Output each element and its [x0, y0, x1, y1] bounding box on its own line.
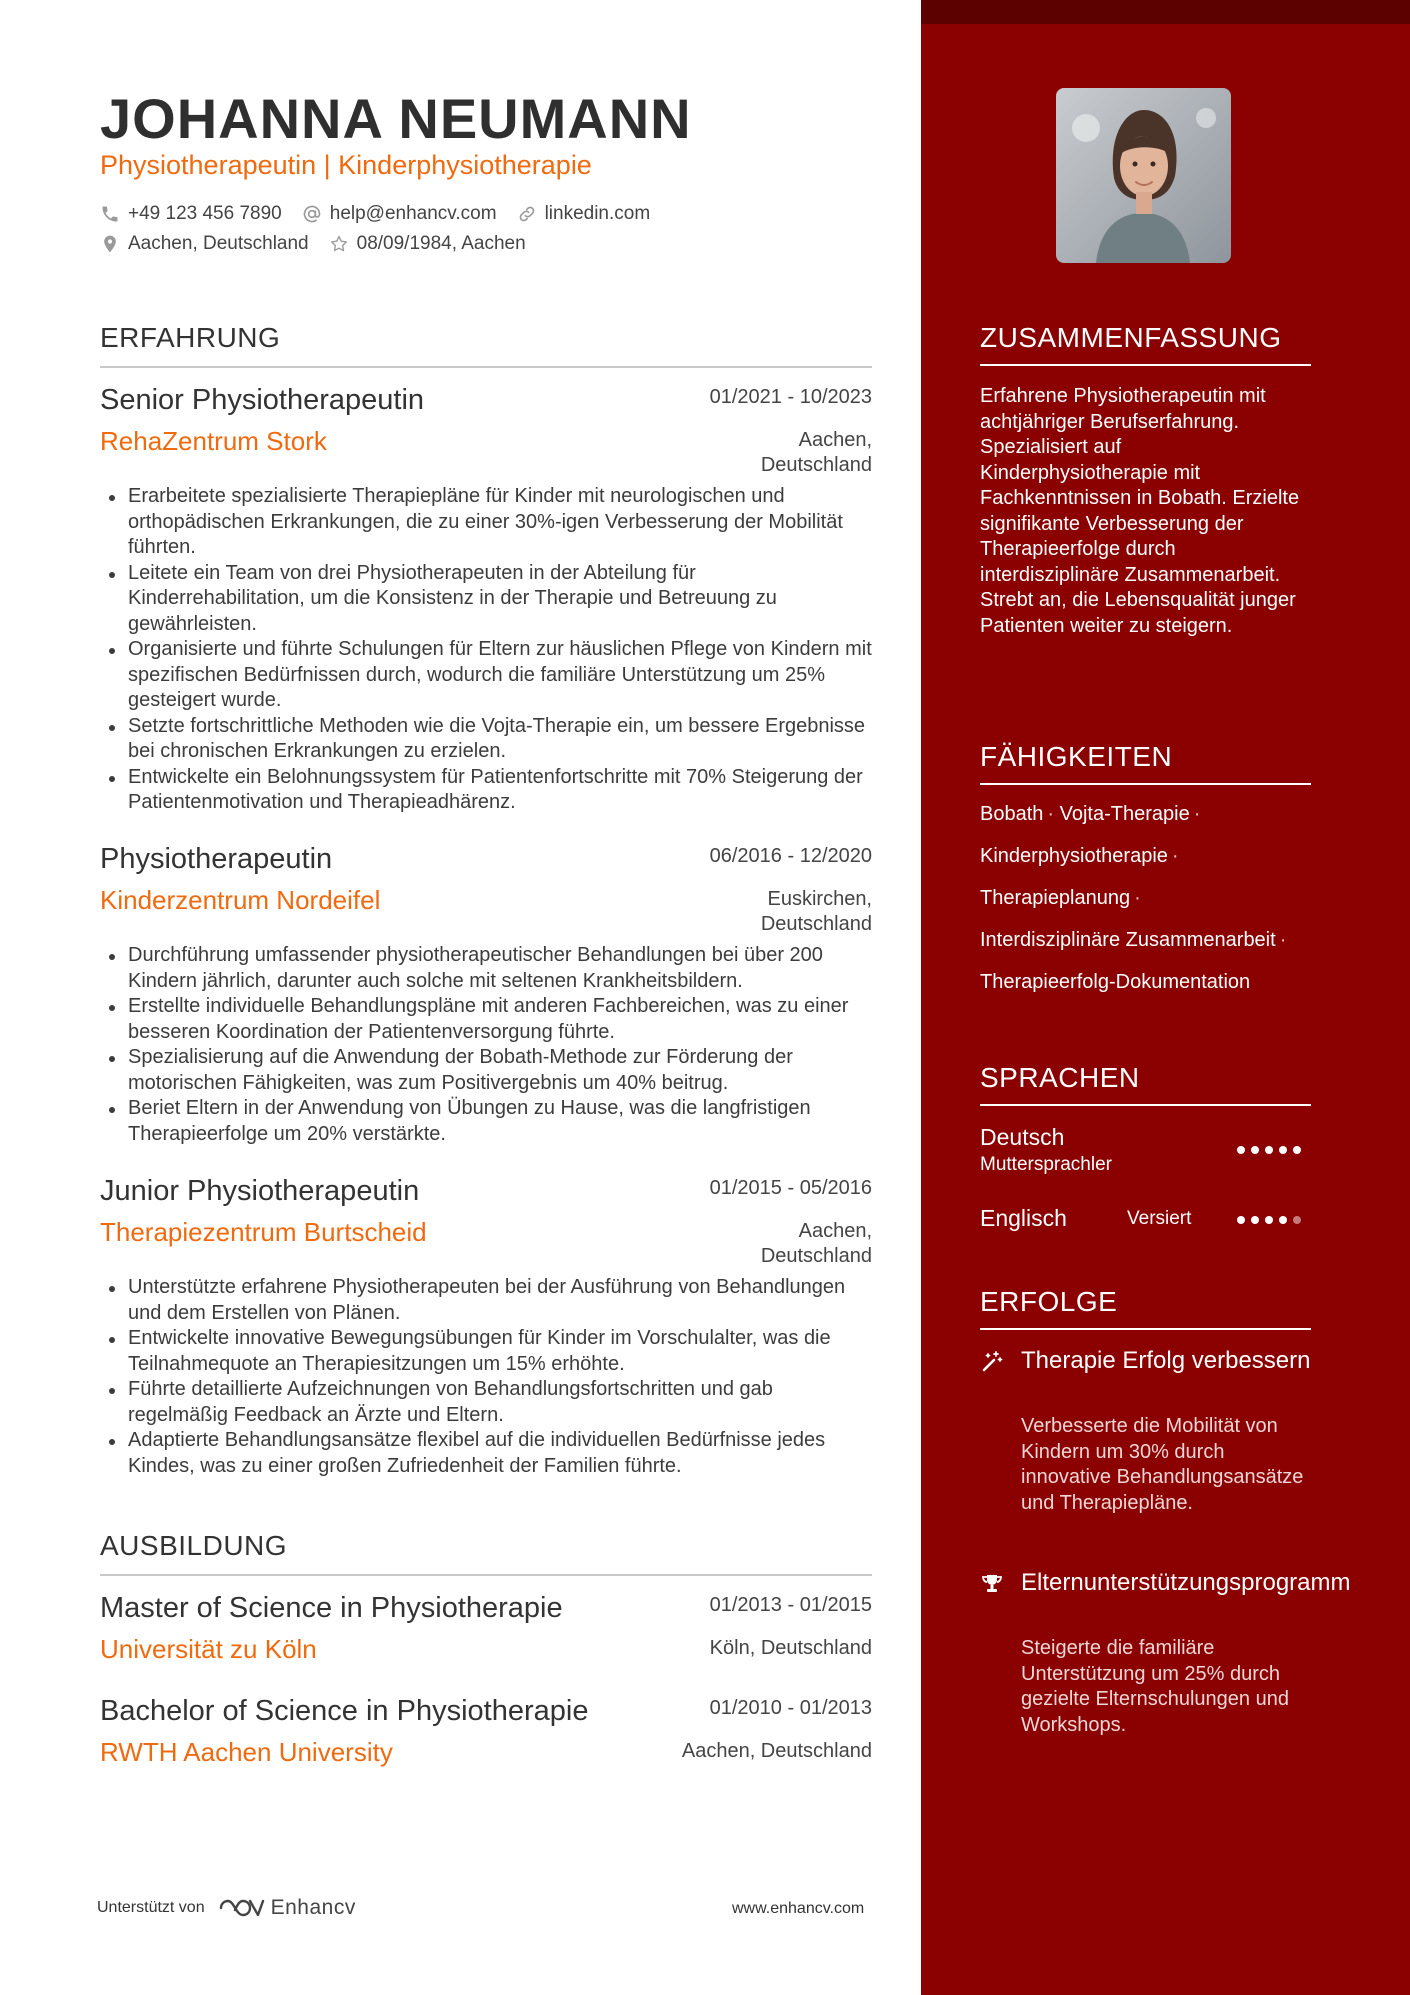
job-location: Euskirchen, Deutschland [760, 888, 872, 935]
bullet-item: Organisierte und führte Schulungen für Eltern zur häuslichen Pflege von Kindern mit spezifischen Bedürfnissen durch, wodurch die familiäre Unterstützung um 25% gesteigert wurde. [100, 637, 872, 714]
skill-item: Therapieerfolg-Dokumentation [980, 971, 1251, 993]
education-degree: Master of Science in Physiotherapie [100, 1592, 563, 1624]
bullet-item: Entwickelte ein Belohnungssystem für Patientenfortschritte mit 70% Steigerung der Patientenmotivation und Therapieadhärenz. [100, 765, 872, 816]
enhancv-logo-icon [217, 1896, 265, 1920]
location-text: Aachen, Deutschland [128, 233, 309, 254]
star-icon [329, 234, 349, 254]
section-title-education: AUSBILDUNG [100, 1530, 872, 1576]
skill-row [980, 887, 1141, 910]
contact-row-2 [100, 233, 546, 255]
brand-name: Enhancv [270, 1896, 356, 1919]
email-text[interactable]: help@enhancv.com [329, 203, 497, 224]
rating-dot [1251, 1146, 1259, 1154]
profile-photo-image [1056, 88, 1231, 263]
achievement-description: Verbesserte die Mobilität von Kindern um 30% durch innovative Behandlungsansätze und Therapiepläne. [1021, 1415, 1304, 1514]
bullet-item: Leitete ein Team von drei Physiotherapeuten in der Abteilung für Kinderrehabilitation, um die Konsistenz in der Therapie und Betreuung zu gewährleisten. [100, 561, 872, 638]
summary-text: Erfahrene Physiotherapeutin mit achtjähriger Berufserfahrung. Spezialisiert auf Kinderphysiotherapie mit Fachkenntnissen in Bobath. Erzielte signifikante Verbesserung der Therapieerfolge durch interdisziplinäre Zusammenarbeit. Strebt an, die Lebensqualität junger Patienten weiter zu steigern. [980, 385, 1300, 637]
education-dates: 01/2010 - 01/2013 [709, 1697, 872, 1719]
phone-text: +49 123 456 7890 [128, 203, 282, 224]
bullet-item: Spezialisierung auf die Anwendung der Bobath-Methode zur Förderung der motorischen Fähigkeiten, was zum Positivergebnis um 40% beitrug. [100, 1045, 872, 1096]
skill-separator: · [1193, 803, 1201, 825]
contact-location [100, 233, 309, 255]
trophy-icon [980, 1572, 1004, 1596]
education-school: RWTH Aachen University [100, 1737, 393, 1767]
powered-by-text: Unterstützt von [97, 1899, 205, 1916]
bullet-item: Erarbeitete spezialisierte Therapiepläne für Kinder mit neurologischen und orthopädischen Erkrankungen, die zu einer 30%-igen Verbesserung der Mobilität führten. [100, 484, 872, 561]
bullet-item: Führte detaillierte Aufzeichnungen von Behandlungsfortschritten und gab regelmäßig Feedback an Ärzte und Eltern. [100, 1377, 872, 1428]
contact-row-1 [100, 203, 670, 225]
link-icon [517, 204, 537, 224]
section-title-skills: FÄHIGKEITEN [980, 741, 1311, 785]
education-location: Köln, Deutschland [709, 1637, 872, 1659]
language-name: Englisch [980, 1205, 1067, 1231]
job-company: RehaZentrum Stork [100, 426, 327, 456]
job-dates: 01/2015 - 05/2016 [709, 1177, 872, 1199]
skill-separator: · [1171, 845, 1179, 867]
education-location: Aachen, Deutschland [681, 1740, 872, 1762]
job-role: Junior Physiotherapeutin [100, 1175, 420, 1207]
candidate-headline: Physiotherapeutin | Kinderphysiotherapie [100, 150, 592, 180]
skill-row [980, 803, 1200, 826]
achievement-title: Therapie Erfolg verbessern [1021, 1347, 1311, 1374]
bullet-item: Adaptierte Behandlungsansätze flexibel auf die individuellen Bedürfnisse jedes Kindes, was zu einer großen Zufriedenheit der Familien führte. [100, 1428, 872, 1479]
birth-text: 08/09/1984, Aachen [356, 233, 526, 254]
skill-separator: · [1047, 803, 1055, 825]
sidebar [921, 0, 1410, 1995]
at-icon [302, 204, 322, 224]
bullet-item: Beriet Eltern in der Anwendung von Übungen zu Hause, was die langfristigen Therapieerfolge um 20% verstärkte. [100, 1096, 872, 1147]
bullet-item: Entwickelte innovative Bewegungsübungen für Kinder im Vorschulalter, was die Teilnahmequote an Therapiesitzungen um 15% erhöhte. [100, 1326, 872, 1377]
location-pin-icon [100, 234, 120, 254]
education-dates: 01/2013 - 01/2015 [709, 1594, 872, 1616]
skill-row [980, 929, 1286, 952]
job-role: Senior Physiotherapeutin [100, 384, 425, 416]
candidate-name: JOHANNA NEUMANN [100, 87, 692, 150]
rating-dot [1265, 1146, 1273, 1154]
language-rating [1237, 1216, 1307, 1224]
language-level: Muttersprachler [980, 1154, 1112, 1175]
section-title-summary: ZUSAMMENFASSUNG [980, 322, 1311, 366]
skill-item: Vojta-Therapie [1059, 803, 1190, 825]
contact-email[interactable] [302, 203, 497, 225]
language-rating [1237, 1146, 1307, 1154]
contact-phone [100, 203, 282, 225]
enhancv-logo[interactable] [217, 1896, 356, 1920]
education-school: Universität zu Köln [100, 1634, 317, 1664]
skill-separator: · [1134, 887, 1141, 909]
rating-dot [1251, 1216, 1259, 1224]
phone-icon [100, 204, 120, 224]
job-role: Physiotherapeutin [100, 843, 333, 875]
section-title-languages: SPRACHEN [980, 1062, 1311, 1106]
job-location: Aachen, Deutschland [760, 429, 872, 476]
rating-dot [1237, 1146, 1245, 1154]
rating-dot [1279, 1216, 1287, 1224]
bullet-item: Durchführung umfassender physiotherapeutischer Behandlungen bei über 200 Kindern jährlich, darunter auch solche mit seltenen Krankheitsbildern. [100, 943, 872, 994]
job-company: Kinderzentrum Nordeifel [100, 885, 381, 915]
job-location: Aachen, Deutschland [760, 1220, 872, 1267]
rating-dot [1279, 1146, 1287, 1154]
footer-powered-by [97, 1896, 356, 1920]
skill-item: Kinderphysiotherapie [980, 845, 1168, 867]
job-dates: 06/2016 - 12/2020 [709, 845, 872, 867]
job-dates: 01/2021 - 10/2023 [709, 386, 872, 408]
bullet-item: Erstellte individuelle Behandlungspläne mit anderen Fachbereichen, was zu einer besseren Koordination der Patientenversorgung führte. [100, 994, 872, 1045]
section-title-achievements: ERFOLGE [980, 1286, 1311, 1330]
skill-row [980, 971, 1250, 994]
magic-wand-icon [980, 1350, 1004, 1374]
skill-item: Therapieplanung [980, 887, 1131, 909]
job-bullets [100, 1275, 872, 1479]
profile-photo [1056, 88, 1231, 263]
footer-website[interactable]: www.enhancv.com [732, 1900, 865, 1917]
link-text[interactable]: linkedin.com [544, 203, 651, 224]
job-company: Therapiezentrum Burtscheid [100, 1217, 427, 1247]
bullet-item: Unterstützte erfahrene Physiotherapeuten bei der Ausführung von Behandlungen und dem Erstellen von Plänen. [100, 1275, 872, 1326]
education-degree: Bachelor of Science in Physiotherapie [100, 1695, 589, 1727]
contact-birth [329, 233, 526, 255]
language-level: Versiert [1127, 1208, 1192, 1229]
contact-link[interactable] [517, 203, 651, 225]
sidebar-top-band [921, 0, 1410, 24]
achievement-description: Steigerte die familiäre Unterstützung um 25% durch gezielte Elternschulungen und Workshops. [1021, 1637, 1289, 1736]
achievement-title: Elternunterstützungsprogramm [1021, 1569, 1351, 1596]
skill-item: Interdisziplinäre Zusammenarbeit [980, 929, 1276, 951]
section-title-experience: ERFAHRUNG [100, 322, 872, 368]
skill-item: Bobath [980, 803, 1044, 825]
rating-dot [1293, 1216, 1301, 1224]
rating-dot [1293, 1146, 1301, 1154]
job-bullets [100, 943, 872, 1147]
job-bullets [100, 484, 872, 816]
skill-row [980, 845, 1179, 868]
rating-dot [1237, 1216, 1245, 1224]
bullet-item: Setzte fortschrittliche Methoden wie die Vojta-Therapie ein, um bessere Ergebnisse bei chronischen Erkrankungen zu erzielen. [100, 714, 872, 765]
rating-dot [1265, 1216, 1273, 1224]
language-name: Deutsch [980, 1124, 1065, 1150]
skill-separator: · [1279, 929, 1287, 951]
